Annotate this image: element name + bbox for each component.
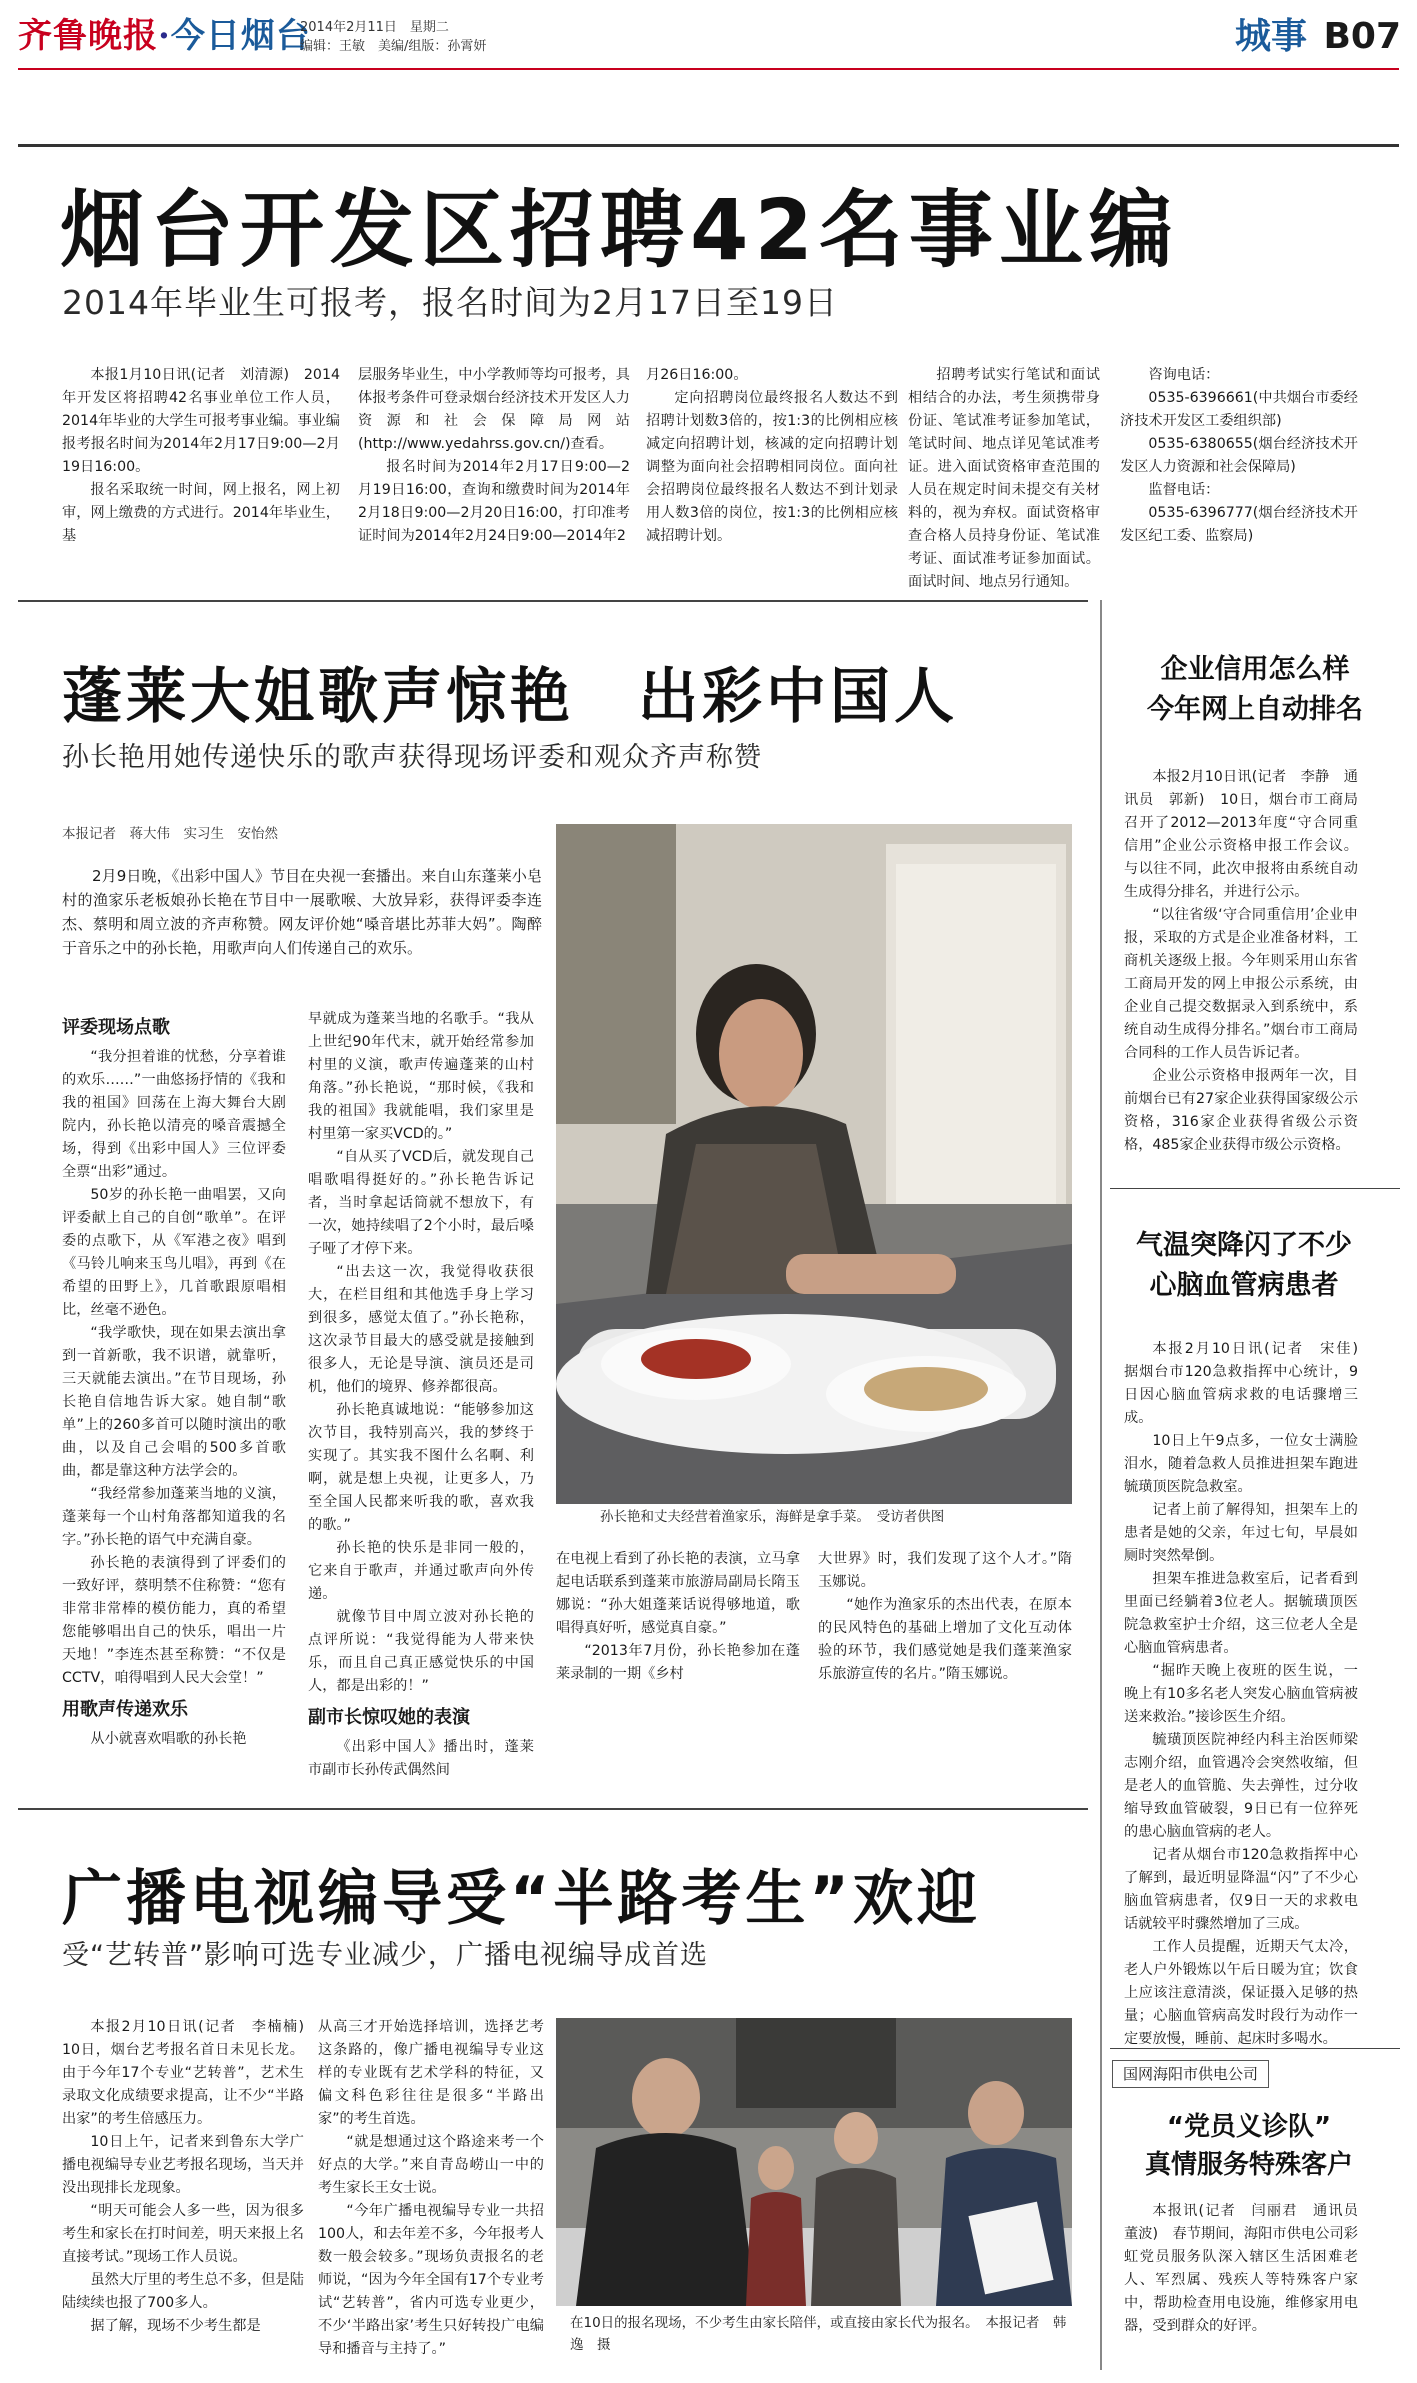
story2-paragraph: “她作为渔家乐的杰出代表，在原本的民风特色的基础上增加了文化互动体验的环节，我们感觉她是我们蓬莱渔家乐旅游宣传的名片。”隋玉娜说。	[818, 1597, 1072, 1682]
contact-label: 咨询电话：	[1148, 367, 1220, 383]
story1-paragraph: 层服务毕业生，中小学教师等均可报考，具体报考条件可登录烟台经济技术开发区人力资源和社会保障局网站(http://www.yedahrss.gov.cn/)查看。	[358, 367, 630, 452]
story3-photo	[556, 2018, 1072, 2306]
side3-tag: 国网海阳市供电公司	[1112, 2060, 1269, 2088]
side1-headline-line: 今年网上自动排名	[1147, 694, 1363, 725]
side1-body	[1124, 766, 1358, 1176]
side2-paragraph: 本报2月10日讯(记者 宋佳) 据烟台市120急救指挥中心统计，9日因心脑血管病求救的电话骤增三成。	[1124, 1341, 1373, 1426]
side3-headline-line: 真情服务特殊客户	[1144, 2150, 1353, 2180]
story3-paragraph: 据了解，现场不少考生都是	[90, 2318, 261, 2334]
side2-paragraph: 毓璜顶医院神经内科主治医师梁志刚介绍，血管遇冷会突然收缩，但是老人的血管脆、失去弹性，过分收缩导致血管破裂，9日已有一位猝死的患心脑血管病的老人。	[1124, 1732, 1358, 1840]
story2-paragraph: “我学歌快，现在如果去演出拿到一首新歌，我不识谱，就靠听，三天就能去演出。”在节目现场，孙长艳自信地告诉大家。她自制“歌单”上的260多首可以随时演出的歌曲，以及自己会唱的500多首歌曲，都是靠这种方法学会的。	[62, 1325, 286, 1479]
sidebar-divider	[1100, 600, 1102, 2370]
story1-paragraph: 定向招聘岗位最终报名人数达不到招聘计划数3倍的，按1:3的比例相应核减定向招聘计划，核减的定向招聘计划调整为面向社会招聘相同岗位。面向社会招聘岗位最终报名人数达不到计划录用人数3倍的岗位，按1:3的比例相应核减招聘计划。	[646, 390, 898, 544]
story3-paragraph: 本报2月10日讯(记者 李楠楠) 10日，烟台艺考报名首日未见长龙。由于今年17个专业“艺转普”，艺术生录取文化成绩要求提高，让不少“半路出家”的考生倍感压力。	[62, 2019, 319, 2127]
story2-paragraph: 《出彩中国人》播出时，蓬莱市副市长孙传武偶然间	[308, 1739, 534, 1778]
story2-paragraph: “2013年7月份，孙长艳参加在蓬莱录制的一期《乡村	[556, 1643, 800, 1682]
side2-body	[1124, 1338, 1373, 2047]
story1-col3	[646, 364, 898, 574]
side2-paragraph: 记者从烟台市120急救指挥中心了解到，最近明显降温“闪”了不少心脑血管病患者，仅9日一天的求救电话就较平时骤然增加了三成。	[1124, 1847, 1358, 1932]
story2-paragraph: 孙长艳的快乐是非同一般的，它来自于歌声，并通过歌声向外传递。	[308, 1540, 534, 1602]
story3-paragraph: “就是想通过这个路途来考一个好点的大学。”来自青岛崂山一中的考生家长王女士说。	[318, 2134, 544, 2196]
story1-paragraph: 本报1月10日讯(记者 刘清源) 2014年开发区将招聘42名事业单位工作人员，2014年毕业的大学生可报考事业编。事业编报考报名时间为2014年2月17日9:00—2月19日16:00。	[62, 367, 340, 475]
story3-col1	[62, 2016, 319, 2372]
story3-col2	[318, 2016, 544, 2372]
story2-photo-art	[556, 824, 1072, 1504]
side3-body	[1124, 2200, 1373, 2372]
story1-subhead: 2014年毕业生可报考，报名时间为2月17日至19日	[62, 283, 838, 322]
story1-contacts	[1120, 364, 1358, 574]
side2-headline-line: 气温突降闪了不少	[1136, 1230, 1352, 1261]
story2-paragraph: “出去这一次，我觉得收获很大，在栏目组和其他选手身上学习到很多，感觉太值了。”孙长艳称，这次录节目最大的感受就是接触到很多人，无论是导演、演员还是司机，他们的境界、修养都很高。	[308, 1264, 534, 1395]
story2-lead-paragraph: 2月9日晚，《出彩中国人》节目在央视一套播出。来自山东蓬莱小皂村的渔家乐老板娘孙长艳在节目中一展歌喉、大放异彩，获得评委李连杰、蔡明和周立波的齐声称赞。网友评价她“嗓音堪比苏菲大妈”。陶醉于音乐之中的孙长艳，用歌声向人们传递自己的欢乐。	[62, 867, 542, 957]
side3-tag-wrap	[1112, 2060, 1269, 2088]
story2-paragraph: 从小就喜欢唱歌的孙长艳	[90, 1731, 247, 1747]
story1-headline: 烟台开发区招聘42名事业编	[60, 181, 1179, 279]
story1-paragraph: 月26日16:00。	[646, 367, 748, 383]
story2-paragraph: 50岁的孙长艳一曲唱罢，又向评委献上自己的自创“歌单”。在评委的点歌下，从《军港之夜》唱到《马铃儿响来玉鸟儿唱》，再到《在希望的田野上》，几首歌跟原唱相比，丝毫不逊色。	[62, 1187, 286, 1318]
side1-headline-line: 企业信用怎么样	[1160, 654, 1350, 685]
story3-paragraph: 10日上午，记者来到鲁东大学广播电视编导专业艺考报名现场，当天并没出现排长龙现象。	[62, 2134, 304, 2196]
story1-paragraph: 报名时间为2014年2月17日9:00—2月19日16:00，查询和缴费时间为2014年2月18日9:00—2月20日16:00，打印准考证时间为2014年2月24日9:00—2014年2	[358, 459, 630, 544]
story1-col4	[908, 364, 1100, 590]
story2-paragraph: 就像节目中周立波对孙长艳的点评所说：“我觉得能为人带来快乐，而且自己真正感觉快乐的中国人，都是出彩的！”	[308, 1609, 534, 1694]
side2-paragraph: “掘昨天晚上夜班的医生说，一晚上有10多名老人突发心脑血管病被送来救治。”接诊医生介绍。	[1124, 1663, 1358, 1725]
side3-headline-line: “党员义诊队”	[1166, 2112, 1332, 2142]
masthead-meta	[300, 18, 486, 56]
story1-col1	[62, 364, 340, 574]
story2-paragraph: 孙长艳的表演得到了评委们的一致好评，蔡明禁不住称赞：“您有非常非常棒的模仿能力，真的希望您能够唱出自己的快乐，唱出一片天地！”李连杰甚至称赞：“不仅是CCTV，咱得唱到人民大会堂！”	[62, 1555, 286, 1686]
story3-headline: 广播电视编导受“半路考生”欢迎	[62, 1864, 981, 1934]
story-divider	[18, 1808, 1088, 1810]
story2-paragraph: 在电视上看到了孙长艳的表演，立马拿起电话联系到蓬莱市旅游局副局长隋玉娜说：“孙大姐蓬莱话说得够地道，歌唱得真好听，感觉真自豪。”	[556, 1551, 800, 1636]
side1-headline	[1110, 650, 1400, 730]
story1-paragraph: 报名采取统一时间，网上报名，网上初审，网上缴费的方式进行。2014年毕业生，基	[62, 482, 340, 544]
masthead-rule-thick	[18, 144, 1399, 147]
story2-colB	[308, 1008, 534, 1798]
side2-paragraph: 工作人员提醒，近期天气太冷，老人户外锻炼以午后日暖为宜；饮食上应该注意清淡，保证摄入足够的热量；心脑血管病高发时段行为动作一定要放慢，睡前、起床时多喝水。	[1124, 1939, 1358, 2047]
story2-colA	[62, 1008, 286, 1798]
story3-paragraph: “明天可能会人多一些，因为很多考生和家长在打时间差，明天来报上名直接考试。”现场工作人员说。	[62, 2203, 304, 2265]
paper-name: 齐鲁晚报	[18, 16, 158, 56]
contact-phone: 0535-6380655(烟台经济技术开发区人力资源和社会保障局)	[1120, 436, 1358, 475]
story2-colD	[818, 1548, 1072, 1778]
side1-paragraph: “以往省级‘守合同重信用’企业申报，采取的方式是企业准备材料，工商机关逐级上报。今年则采用山东省工商局开发的网上申报公示系统，由企业自己提交数据录入到系统中，系统自动生成得分排名。”烟台市工商局合同科的工作人员告诉记者。	[1124, 907, 1358, 1061]
side2-paragraph: 担架车推进急救室后，记者看到里面已经躺着3位老人。据毓璜顶医院急救室护士介绍，这三位老人全是心脑血管病患者。	[1124, 1571, 1358, 1656]
contact-label: 监督电话：	[1148, 482, 1220, 498]
edition-name: 今日烟台	[170, 16, 311, 56]
story2-paragraph: 大世界》时，我们发现了这个人才。”隋玉娜说。	[818, 1551, 1072, 1590]
side1-paragraph: 本报2月10日讯(记者 李静 通讯员 郭新) 10日，烟台市工商局召开了2012—2013年度“守合同重信用”企业公示资格申报工作会议。与以往不同，此次申报将由系统自动生成得分排名，并进行公示。	[1124, 769, 1358, 900]
story3-subhead: 受“艺转普”影响可选专业减少，广播电视编导成首选	[62, 1940, 708, 1971]
story1-paragraph: 招聘考试实行笔试和面试相结合的办法，考生须携带身份证、笔试准考证参加笔试，笔试时间、地点详见笔试准考证。进入面试资格审查范围的人员在规定时间未提交有关材料的，视为弃权。面试资格审查合格人员持身份证、笔试准考证、面试准考证参加面试。面试时间、地点另行通知。	[908, 367, 1100, 590]
story2-paragraph: “我分担着谁的忧愁，分享着谁的欢乐……”一曲悠扬抒情的《我和我的祖国》回荡在上海大舞台大剧院内，孙长艳以清亮的嗓音震撼全场，得到《出彩中国人》三位评委全票“出彩”通过。	[62, 1049, 286, 1180]
masthead-brand: 齐鲁晚报·今日烟台	[18, 16, 311, 56]
side2-headline-line: 心脑血管病患者	[1149, 1270, 1339, 1301]
story3-paragraph: 从高三才开始选择培训，选择艺考这条路的，像广播电视编导专业这样的专业既有艺术学科的特征，又偏文科色彩往往是很多“半路出家”的考生首选。	[318, 2019, 544, 2127]
story2-paragraph: 早就成为蓬莱当地的名歌手。“我从上世纪90年代末，就开始经常参加村里的义演，歌声传遍蓬莱的山村角落。”孙长艳说，“那时候，《我和我的祖国》我就能唱，我们家里是村里第一家买VCD的。”	[308, 1011, 534, 1142]
masthead-rule	[18, 68, 1399, 70]
contact-phone: 0535-6396661(中共烟台市委经济技术开发区工委组织部)	[1120, 390, 1358, 429]
story1-col2	[358, 364, 630, 574]
page-number: B07	[1323, 16, 1401, 57]
sidebar-rule	[1110, 1188, 1400, 1189]
story2-subhead: 孙长艳用她传递快乐的歌声获得现场评委和观众齐声称赞	[62, 742, 762, 773]
story2-photo-caption: 孙长艳和丈夫经营着渔家乐，海鲜是拿手菜。 受访者供图	[600, 1509, 945, 1525]
story2-paragraph: 孙长艳真诚地说：“能够参加这次节目，我特别高兴，我的梦终于实现了。其实我不图什么名啊、利啊，就是想上央视，让更多人，乃至全国人民都来听我的歌，喜欢我的歌。”	[308, 1402, 534, 1533]
story2-lead	[62, 864, 542, 990]
story2-paragraph: “自从买了VCD后，就发现自己唱歌唱得挺好的。”孙长艳告诉记者，当时拿起话筒就不想放下，有一次，她持续唱了2个小时，最后嗓子哑了才停下来。	[308, 1149, 534, 1257]
story-divider	[18, 600, 1088, 602]
story3-photo-caption: 在10日的报名现场，不少考生由家长陪伴，或直接由家长代为报名。 本报记者 韩逸 摄	[570, 2315, 1067, 2353]
story2-byline: 本报记者 蒋大伟 实习生 安怡然	[62, 826, 278, 842]
story2-photo	[556, 824, 1072, 1504]
story2-section-head: 副市长惊叹她的表演	[308, 1707, 470, 1728]
sidebar-rule	[1110, 2048, 1400, 2049]
story2-section-head: 用歌声传递欢乐	[62, 1699, 188, 1720]
story3-paragraph: “今年广播电视编导专业一共招100人，和去年差不多，今年报考人数一般会较多。”现场负责报名的老师说，“因为今年全国有17个专业考试“艺转普”，省内可选专业更少，不少‘半路出家’考生只好转投广电编导和播音与主持了。”	[318, 2203, 544, 2357]
contact-phone: 0535-6396777(烟台经济技术开发区纪工委、监察局)	[1120, 505, 1358, 544]
story2-paragraph: “我经常参加蓬莱当地的义演，蓬莱每一个山村角落都知道我的名字。”孙长艳的语气中充满自豪。	[62, 1486, 286, 1548]
side2-paragraph: 10日上午9点多，一位女士满脸泪水，随着急救人员推进担架车跑进毓璜顶医院急救室。	[1124, 1433, 1358, 1495]
story2-colC	[556, 1548, 800, 1778]
side1-paragraph: 企业公示资格申报两年一次，目前烟台已有27家企业获得国家级公示资格，316家企业获得省级公示资格，485家企业获得市级公示资格。	[1124, 1068, 1358, 1153]
side3-headline	[1104, 2108, 1394, 2184]
story2-headline: 蓬莱大姐歌声惊艳 出彩中国人	[62, 662, 958, 732]
story3-photo-art	[556, 2018, 1072, 2306]
issue-date: 2014年2月11日 星期二	[300, 20, 449, 35]
story2-section-head: 评委现场点歌	[62, 1017, 170, 1038]
side3-paragraph: 本报讯(记者 闫丽君 通讯员 董波) 春节期间，海阳市供电公司彩虹党员服务队深入辖区生活困难老人、军烈属、残疾人等特殊客户家中，帮助检查用电设施，维修家用电器，受到群众的好评。	[1124, 2203, 1373, 2334]
story3-paragraph: 虽然大厅里的考生总不多，但是陆陆续续也报了700多人。	[62, 2272, 304, 2311]
section-name: 城事	[1234, 16, 1307, 57]
side2-paragraph: 记者上前了解得知，担架车上的患者是她的父亲，年过七旬，早晨如厕时突然晕倒。	[1124, 1502, 1358, 1564]
editor-credits: 编辑：王敏 美编/组版：孙霄妍	[300, 39, 487, 54]
side2-headline	[1104, 1226, 1384, 1306]
